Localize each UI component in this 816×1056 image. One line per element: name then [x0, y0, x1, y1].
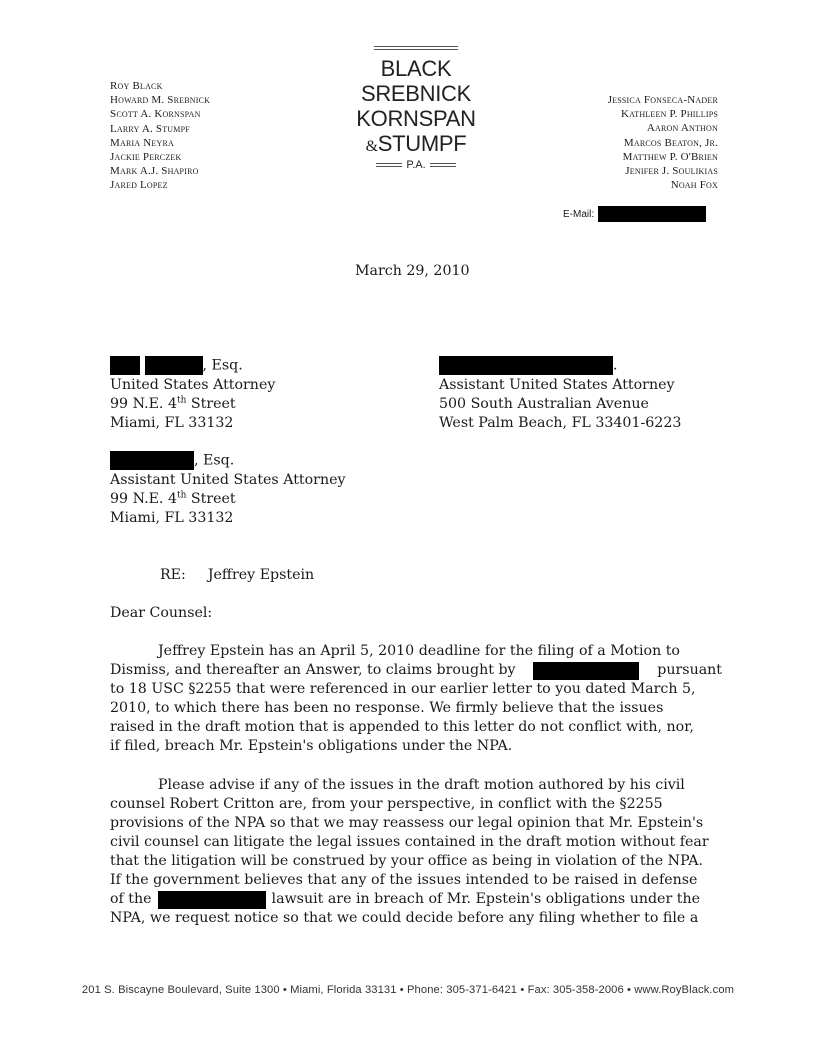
salutation: Dear Counsel:	[110, 605, 213, 621]
logo-pa-row	[352, 159, 480, 171]
addressee-name	[110, 451, 346, 471]
logo-stumpf: STUMPF	[377, 131, 467, 156]
body-paragraph-1	[110, 642, 722, 756]
logo-line-last	[352, 131, 480, 159]
name-suffix: , Esq.	[194, 452, 235, 469]
paragraph-line: If the government believes that any of the issues intended to be raised in defense	[110, 872, 698, 888]
paragraph-line	[110, 890, 722, 909]
addressee-line: United States Attorney	[110, 376, 276, 393]
partner-name: Marcos Beaton, Jr.	[623, 136, 718, 149]
redaction-box	[439, 356, 613, 375]
partner-name: Maria Neyra	[110, 136, 175, 149]
addressee-block-2	[439, 356, 681, 433]
addressee-line: 500 South Australian Avenue	[439, 395, 649, 412]
paragraph-line: to 18 USC §2255 that were referenced in our earlier letter to you dated March 5,	[110, 681, 696, 697]
paragraph-line	[110, 661, 722, 680]
logo-line: SREBNICK	[360, 81, 472, 106]
address-superscript: th	[176, 394, 187, 405]
addressee-block-3	[110, 451, 346, 528]
logo-line: BLACK	[380, 56, 452, 81]
redaction-box	[598, 206, 706, 222]
addressee-name	[110, 356, 275, 376]
address-text: Street	[186, 490, 236, 507]
partner-name: Kathleen P. Phillips	[621, 108, 718, 121]
firm-logo	[352, 46, 480, 171]
redaction-box	[533, 662, 639, 680]
email-label: E-Mail:	[563, 208, 595, 220]
partners-left-list	[110, 79, 210, 193]
address-text: 99 N.E. 4	[110, 395, 177, 412]
paragraph-line: NPA, we request notice so that we could decide before any filing whether to file a	[110, 910, 699, 926]
logo-line: KORNSPAN	[356, 106, 476, 131]
paragraph-line: that the litigation will be construed by your office as being in violation of the NPA.	[110, 853, 704, 869]
paragraph-text: of the	[110, 891, 152, 907]
paragraph-line: raised in the draft motion that is appended to this letter do not conflict with, nor,	[110, 719, 694, 735]
paragraph-text: pursuant	[657, 662, 722, 678]
addressee-line: Assistant United States Attorney	[439, 376, 675, 393]
letter-date: March 29, 2010	[355, 263, 470, 279]
name-suffix: , Esq.	[202, 357, 243, 374]
partner-name: Larry A. Stumpf	[110, 122, 190, 135]
redaction-box	[145, 356, 203, 375]
logo-rule	[374, 46, 458, 50]
redaction-box	[110, 356, 140, 375]
re-line	[160, 566, 314, 585]
paragraph-line: if filed, breach Mr. Epstein's obligations under the NPA.	[110, 738, 513, 754]
name-suffix: .	[613, 357, 618, 374]
partner-name: Scott A. Kornspan	[110, 108, 201, 121]
logo-rule	[430, 163, 456, 167]
paragraph-line: provisions of the NPA so that we may reassess our legal opinion that Mr. Epstein's	[110, 815, 704, 831]
addressee-block-1	[110, 356, 275, 433]
body-paragraph-2	[110, 776, 722, 928]
partner-name: Jessica Fonseca-Nader	[607, 94, 718, 106]
paragraph-line: Jeffrey Epstein has an April 5, 2010 deadline for the filing of a Motion to	[158, 643, 680, 659]
paragraph-line: Please advise if any of the issues in the draft motion authored by his civil	[158, 777, 685, 793]
page-footer: 201 S. Biscayne Boulevard, Suite 1300 • Miami, Florida 33131 • Phone: 305-371-6421 • Fax: 305-358-2006 • www.RoyBlack.com	[81, 984, 735, 996]
partner-name: Jared Lopez	[110, 179, 168, 192]
partner-name: Matthew P. O'Brien	[622, 150, 718, 163]
addressee-line	[110, 395, 275, 414]
re-label: RE:	[160, 567, 186, 583]
addressee-name	[439, 356, 681, 376]
partner-name: Roy Black	[110, 80, 163, 92]
logo-pa: P.A.	[406, 159, 426, 171]
redaction-box	[158, 891, 266, 909]
addressee-line: Assistant United States Attorney	[110, 471, 346, 488]
logo-ampersand: &	[365, 138, 378, 155]
addressee-line: Miami, FL 33132	[110, 414, 234, 431]
addressee-line: West Palm Beach, FL 33401-6223	[439, 414, 682, 431]
paragraph-line: counsel Robert Critton are, from your perspective, in conflict with the §2255	[110, 796, 663, 812]
address-superscript: th	[176, 489, 187, 500]
partner-name: Mark A.J. Shapiro	[110, 165, 199, 178]
addressee-line: Miami, FL 33132	[110, 509, 234, 526]
partners-right-list	[608, 93, 718, 192]
paragraph-text: lawsuit are in breach of Mr. Epstein's obligations under the	[271, 891, 700, 907]
paragraph-line: civil counsel can litigate the legal issues contained in the draft motion without fear	[110, 834, 709, 850]
partner-name: Aaron Anthon	[646, 122, 718, 135]
re-subject: Jeffrey Epstein	[207, 567, 315, 583]
paragraph-text: Dismiss, and thereafter an Answer, to claims brought by	[110, 662, 516, 678]
paragraph-line: 2010, to which there has been no response. We firmly believe that the issues	[110, 700, 664, 716]
redaction-box	[110, 451, 194, 470]
logo-rule	[376, 163, 402, 167]
address-text: Street	[186, 395, 236, 412]
address-text: 99 N.E. 4	[110, 490, 177, 507]
partner-name: Jenifer J. Soulikias	[625, 165, 718, 178]
partner-name: Jackie Perczek	[110, 151, 182, 164]
email-line	[563, 206, 706, 222]
addressee-line	[110, 490, 346, 509]
partner-name: Howard M. Srebnick	[110, 94, 211, 107]
partner-name: Noah Fox	[670, 179, 718, 192]
